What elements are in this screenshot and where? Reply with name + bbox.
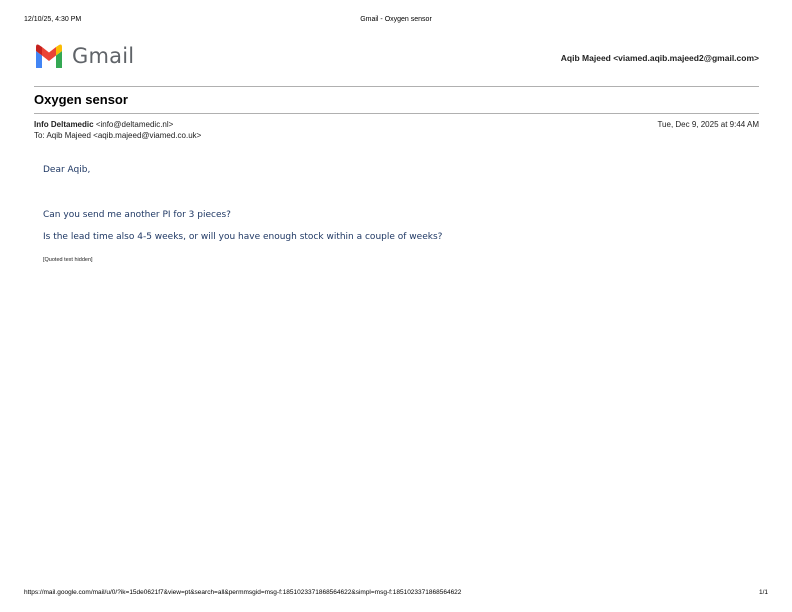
print-footer-url: https://mail.google.com/mail/u/0/?ik=15de0621f7&view=pt&search=all&permmsgid=msg-f:1851023371868564622&simpl=msg-f:1851023371868564622 bbox=[24, 589, 462, 596]
gmail-logo[interactable] bbox=[34, 44, 134, 68]
divider-top bbox=[34, 86, 759, 87]
recipient: To: Aqib Majeed <aqib.majeed@viamed.co.uk> bbox=[34, 131, 202, 140]
account-label: Aqib Majeed <viamed.aqib.majeed2@gmail.com> bbox=[560, 53, 759, 63]
print-datetime: 12/10/25, 4:30 PM bbox=[24, 16, 82, 23]
sender-name: Info Deltamedic bbox=[34, 120, 94, 129]
quoted-text-toggle[interactable]: [Quoted text hidden] bbox=[43, 257, 93, 263]
sender bbox=[34, 120, 173, 129]
email-body-line-1: Can you send me another PI for 3 pieces? bbox=[43, 210, 231, 220]
email-date: Tue, Dec 9, 2025 at 9:44 AM bbox=[657, 120, 759, 129]
gmail-logo-icon bbox=[34, 44, 64, 68]
sender-address: <info@deltamedic.nl> bbox=[95, 120, 174, 129]
email-body-line-2: Is the lead time also 4-5 weeks, or will you have enough stock within a couple of weeks? bbox=[43, 232, 443, 242]
email-greeting: Dear Aqib, bbox=[43, 165, 91, 175]
gmail-wordmark: Gmail bbox=[72, 44, 135, 68]
print-page-number: 1/1 bbox=[758, 589, 768, 596]
divider-subject bbox=[34, 113, 759, 114]
print-title: Gmail - Oxygen sensor bbox=[360, 16, 432, 23]
email-subject: Oxygen sensor bbox=[34, 92, 128, 107]
